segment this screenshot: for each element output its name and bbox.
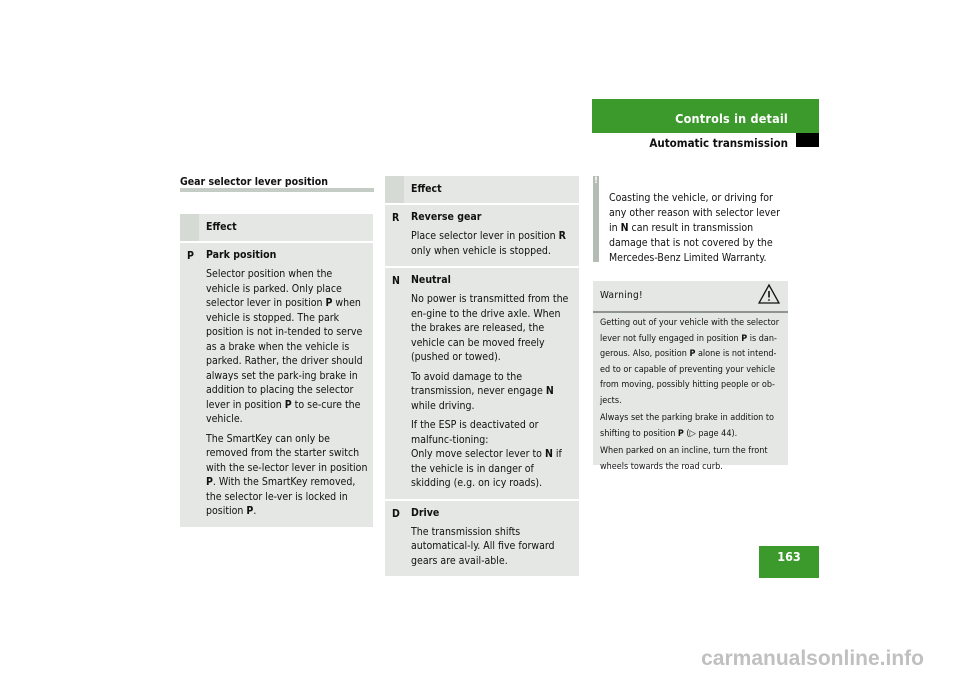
gear-key: R (392, 212, 400, 224)
watermark: carmanualsonline.info (701, 647, 924, 670)
table-header-row (180, 214, 373, 241)
gear-description: If the ESP is deactivated or malfunc-tioning: Only move selector lever to N if the vehicle is in danger of skidding (e.g. on icy roads). (411, 419, 562, 489)
gear-position-letter: P (206, 476, 213, 488)
gear-description: No power is transmitted from the en-gine to the drive axle. When the brakes are released, the vehicle can be moved freely (pushed or towed). (411, 293, 569, 363)
note-bar (593, 176, 599, 262)
gear-effect (206, 243, 373, 527)
warning-paragraph: When parked on an incline, turn the front wheels towards the road curb. (600, 446, 768, 472)
gear-table-right (385, 176, 579, 576)
table-header-key-cell (180, 214, 199, 241)
gear-description: The SmartKey can only be removed from the starter switch with the se-lector lever in position P. With the SmartKey removed, the selector le-ver is locked in position P. (206, 432, 368, 517)
gear-title: Park position (206, 249, 277, 261)
page-heading: Gear selector lever position (180, 176, 328, 188)
gear-position-letter: N (620, 222, 629, 234)
gear-title: Drive (411, 506, 440, 519)
gear-position-letter: P (689, 349, 696, 359)
section-title: Controls in detail (675, 111, 788, 126)
gear-key: N (392, 275, 400, 287)
gear-position-letter: N (544, 448, 553, 460)
gear-description: To avoid damage to the transmission, never engage N while driving. (411, 370, 554, 412)
gear-description: Place selector lever in position R only when vehicle is stopped. (411, 230, 566, 257)
note-text: Coasting the vehicle, or driving for any other reason with selector lever in N can result in transmission damage that is not covered by the Mercedes-Benz Limited Warranty. (609, 192, 780, 264)
gear-row-r (385, 205, 579, 266)
gear-effect (411, 268, 579, 499)
exclamation-icon: ! (594, 176, 598, 186)
gear-position-letter: P (284, 398, 292, 411)
gear-row-n (385, 268, 579, 499)
gear-position-letter: P (677, 428, 684, 439)
warning-rule (593, 311, 788, 313)
table-header-effect: Effect (411, 183, 442, 195)
gear-position-letter: P (325, 297, 333, 309)
gear-description: Selector position when the vehicle is parked. Only place selector lever in position P when vehicle is stopped. The park position is not in-tended to serve as a brake when the vehicle is parked. Rather, the driver should always set the park-ing brake in addition to placing the selector lever in position P to se-cure the vehicle. (206, 268, 363, 425)
gear-key: P (187, 250, 194, 262)
gear-row-p (180, 243, 373, 527)
gear-description: The transmission shifts automatical-ly. All five forward gears are avail-able. (411, 525, 555, 567)
gear-table-left (180, 214, 373, 527)
gear-title: Reverse gear (411, 211, 482, 223)
table-header-row (385, 176, 579, 203)
gear-effect (411, 501, 579, 577)
warning-triangle-icon (758, 283, 780, 305)
subsection-title: Automatic transmission (649, 136, 788, 150)
warning-paragraph: Getting out of your vehicle with the selector lever not fully engaged in position P is dan-gerous. Also, position P alone is not intend-ed to or capable of preventing your vehicle from moving, possibly hitting people or ob-jects. (600, 318, 780, 406)
gear-position-letter: P (246, 505, 254, 517)
gear-effect (411, 205, 579, 266)
heading-rule (180, 188, 374, 192)
gear-row-d (385, 501, 579, 577)
table-header-key-cell (385, 176, 404, 203)
gear-key: D (392, 507, 400, 520)
gear-position-letter: N (545, 385, 554, 397)
warning-title: Warning! (600, 290, 643, 301)
page-number: 163 (759, 546, 819, 578)
gear-position-letter: R (558, 230, 566, 242)
header-marker (796, 133, 819, 147)
gear-title: Neutral (411, 274, 451, 286)
table-header-effect: Effect (206, 221, 237, 233)
warning-body (600, 316, 785, 477)
gear-position-letter: P (741, 333, 748, 344)
warning-paragraph: Always set the parking brake in addition to shifting to position P (▷ page 44). (600, 413, 774, 439)
